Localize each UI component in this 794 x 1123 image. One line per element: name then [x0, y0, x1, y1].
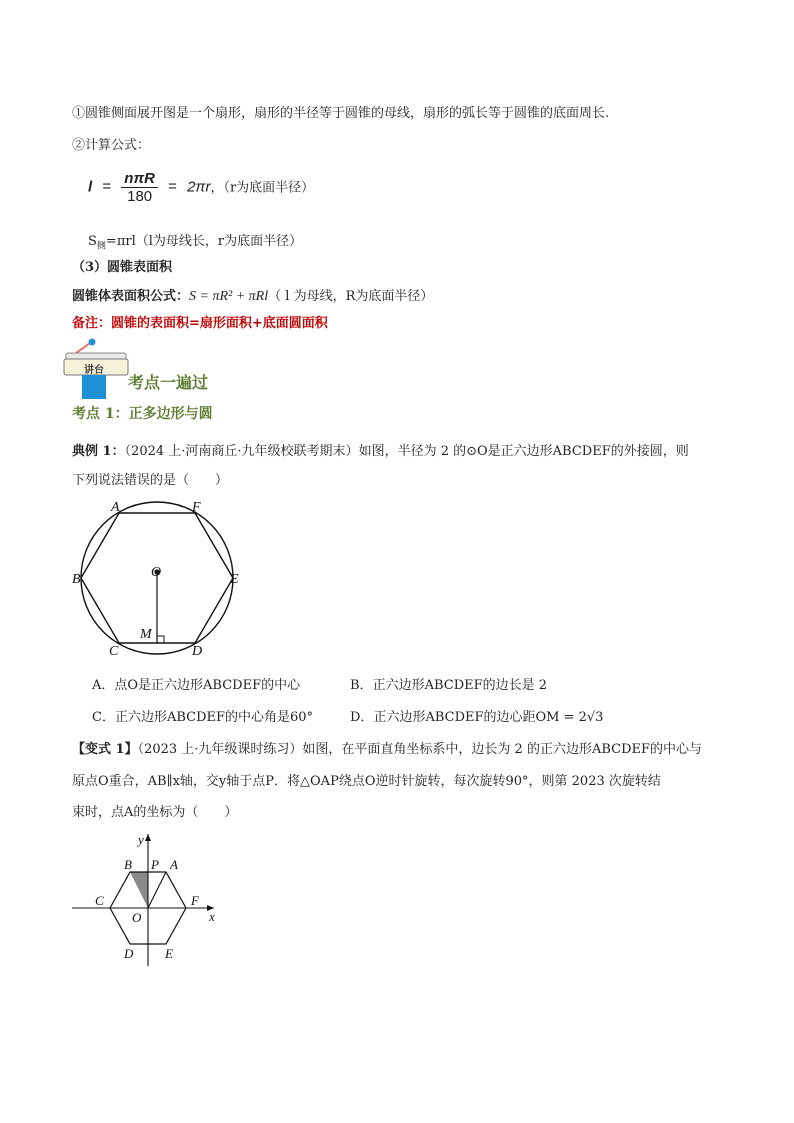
formula-denominator: 180	[127, 188, 153, 205]
fig1-label-E: E	[230, 572, 239, 587]
variant-1-text-1: （2023 上·九年级课时练习）如图，在平面直角坐标系中，边长为 2 的正六边形ABCDEF的中心与	[137, 742, 703, 757]
fig1-label-C: C	[109, 644, 119, 658]
option-c-key: C．	[92, 710, 115, 725]
example-1-line-1	[72, 440, 689, 459]
option-b[interactable]	[350, 674, 547, 693]
fig1-label-O: O	[151, 565, 162, 580]
fig2-label-C: C	[95, 893, 104, 908]
formula-eq: =	[102, 178, 112, 196]
fig2-label-D: D	[124, 946, 134, 961]
lateral-sub: 侧	[96, 241, 106, 252]
fig2-label-O: O	[132, 910, 142, 925]
option-b-key: B．	[350, 678, 373, 693]
formula-l: l	[88, 178, 93, 196]
fig2-label-F: F	[191, 893, 199, 908]
option-d-key: D．	[350, 710, 374, 725]
kaodian-1-title: 考点 1：正多边形与圆	[72, 406, 213, 422]
surface-label: 圆锥体表面积公式：	[72, 289, 190, 304]
fig1-label-F: F	[192, 500, 201, 515]
fig2-label-B: B	[124, 857, 132, 872]
formula-fraction	[121, 170, 158, 205]
fig1-label-B: B	[72, 572, 81, 587]
fig2-label-E: E	[165, 946, 173, 961]
banner-title: 考点一遍过	[128, 373, 209, 392]
hexagon-circle-figure	[68, 494, 250, 658]
lateral-area-formula	[88, 230, 302, 252]
example-1-text: 如图，半径为 2 的⊙O是正六边形ABCDEF的外接圆，则	[358, 444, 689, 459]
remark-text: 备注：圆锥的表面积=扇形面积+底面圆面积	[72, 316, 328, 331]
lateral-S: S	[88, 234, 97, 249]
option-a-key: A．	[92, 678, 115, 693]
formula-rhs: 2πr	[187, 178, 211, 196]
podium-label: 讲台	[84, 365, 104, 376]
variant-1-line-3: 束时，点A的坐标为（ ）	[72, 805, 238, 820]
option-c[interactable]	[92, 706, 313, 725]
surface-formula-line	[72, 285, 433, 305]
coordinate-hexagon-figure	[68, 828, 228, 970]
option-b-text: 正六边形ABCDEF的边长是 2	[372, 678, 548, 693]
formula-numerator: nπR	[121, 170, 158, 188]
option-a-text: 点O是正六边形ABCDEF的中心	[114, 678, 301, 693]
arc-length-formula	[88, 170, 314, 205]
fig1-label-D: D	[192, 644, 203, 658]
option-a[interactable]	[92, 674, 300, 693]
variant-1-line-1	[72, 738, 702, 757]
fig2-label-x: x	[209, 909, 215, 924]
fig1-label-M: M	[140, 627, 152, 642]
fig2-label-A: A	[170, 857, 178, 872]
formula-note: ，（r为底面半径）	[210, 180, 315, 196]
option-d-text: 正六边形ABCDEF的边心距OM = 2√3	[373, 710, 604, 725]
option-d[interactable]	[350, 706, 603, 725]
fig2-label-y: y	[138, 832, 144, 847]
variant-1-label: 【变式 1】	[72, 742, 138, 757]
example-1-source: （2024 上·河南商丘·九年级校联考期末）	[124, 444, 359, 459]
fig2-label-P: P	[151, 857, 159, 872]
surface-note: （ l 为母线，R为底面半径）	[268, 289, 434, 304]
example-1-line-2: 下列说法错误的是（ ）	[72, 473, 229, 488]
formula-eq-2: =	[168, 178, 177, 196]
heading-cone-surface: （3）圆锥表面积	[72, 260, 173, 275]
variant-1-line-2: 原点O重合，AB∥x轴，交y轴于点P．将△OAP绕点O逆时针旋转，每次旋转90°，则第 2023 次旋转结	[72, 774, 661, 789]
podium-icon	[62, 338, 132, 402]
example-1-label: 典例 1：	[72, 444, 125, 459]
cone-point-2: ②计算公式：	[72, 138, 151, 153]
cone-point-1: ①圆锥侧面展开图是一个扇形，扇形的半径等于圆锥的母线，扇形的弧长等于圆锥的底面周长.	[72, 106, 610, 121]
fig1-label-A: A	[111, 500, 120, 515]
surface-formula: S = πR² + πRl	[189, 289, 269, 304]
option-c-text: 正六边形ABCDEF的中心角是60°	[114, 710, 314, 725]
lateral-rest: =πrl（l为母线长，r为底面半径）	[105, 234, 303, 249]
